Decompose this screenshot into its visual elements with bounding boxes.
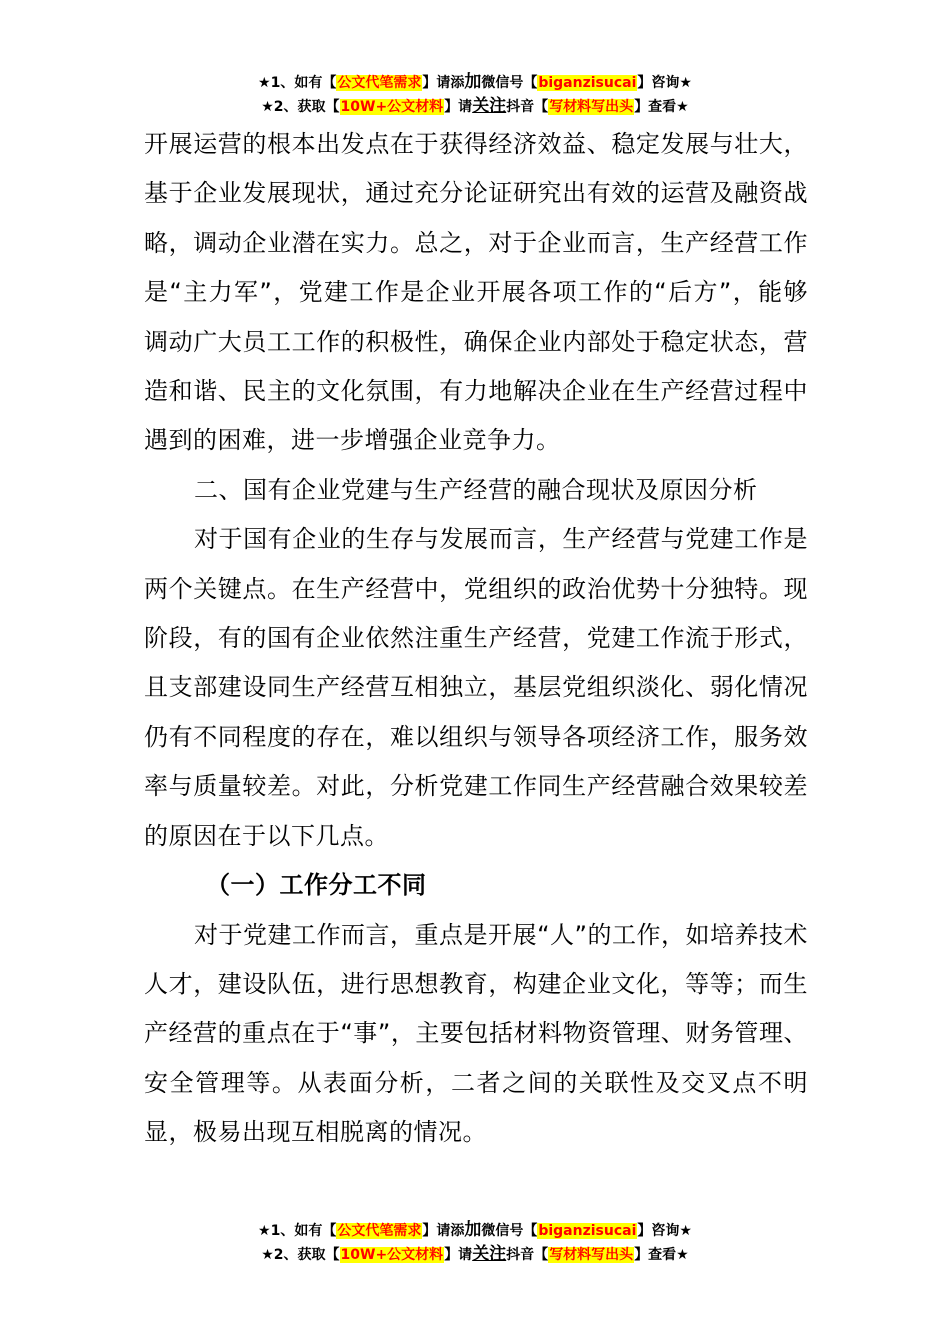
banner-text: 微信号【 [481,75,538,91]
banner-line-2 [0,94,950,118]
banner-highlight: 公文代笔需求 [337,1223,422,1239]
section-heading: 二、国有企业党建与生产经营的融合现状及原因分析 [194,475,758,504]
paragraph-2: 对于国有企业的生存与发展而言，生产经营与党建工作是两个关键点。在生产经营中，党组织的政治优势十分独特。现阶段，有的国有企业依然注重生产经营，党建工作流于形式，且支部建设同生产经营互相独立，基层党组织淡化、弱化情况仍有不同程度的存在，难以组织与领导各项经济工作，服务效率与质量较差。对此，分析党建工作同生产经营融合效果较差的原因在于以下几点。 [144,525,808,850]
banner-line-1 [0,1218,950,1242]
banner-text: 微信号【 [481,1223,538,1239]
paragraph-1: 开展运营的根本出发点在于获得经济效益、稳定发展与壮大，基于企业发展现状，通过充分论证研究出有效的运营及融资战略，调动企业潜在实力。总之，对于企业而言，生产经营工作是“主力军”，党建工作是企业开展各项工作的“后方”，能够调动广大员工工作的积极性，确保企业内部处于稳定状态，营造和谐、民主的文化氛围，有力地解决企业在生产经营过程中遇到的困难，进一步增强企业竞争力。 [144,130,808,455]
banner-highlight: biganzisucai [538,75,637,91]
banner-text: ★2、获取【 [261,99,340,115]
banner-text: ★1、如有【 [258,1223,337,1239]
paragraph-3: 对于党建工作而言，重点是开展“人”的工作，如培养技术人才，建设队伍，进行思想教育，构建企业文化，等等；而生产经营的重点在于“事”，主要包括材料物资管理、财务管理、安全管理等。从表面分析，二者之间的关联性及交叉点不明显，极易出现互相脱离的情况。 [144,920,808,1147]
banner-highlight: biganzisucai [538,1223,637,1239]
banner-text: 】请 [444,99,473,115]
banner-highlight: 10W+公文材料 [340,99,444,115]
banner-text: 抖音【 [506,99,549,115]
document-body [144,120,808,1158]
banner-line-1 [0,70,950,94]
banner-text-large: 加 [464,1220,482,1240]
banner-text: 】请 [444,1247,473,1263]
banner-text: ★1、如有【 [258,75,337,91]
banner-text: 】咨询★ [637,1223,692,1239]
banner-text: 】请添 [422,1223,465,1239]
banner-line-2 [0,1242,950,1266]
footer-banner [0,1218,950,1266]
banner-text: 】查看★ [634,1247,689,1263]
banner-highlight: 10W+公文材料 [340,1247,444,1263]
banner-text: ★2、获取【 [261,1247,340,1263]
subheading: （一）工作分工不同 [206,871,427,900]
header-banner [0,70,950,118]
banner-text: 】咨询★ [637,75,692,91]
banner-text-large: 加 [464,72,482,92]
banner-text: 】请添 [422,75,465,91]
banner-highlight: 写材料写出头 [549,1247,634,1263]
banner-text: 抖音【 [506,1247,549,1263]
banner-text-underlined: 关注 [472,1244,507,1264]
banner-text: 】查看★ [634,99,689,115]
banner-highlight: 写材料写出头 [549,99,634,115]
banner-highlight: 公文代笔需求 [337,75,422,91]
banner-text-underlined: 关注 [472,96,507,116]
